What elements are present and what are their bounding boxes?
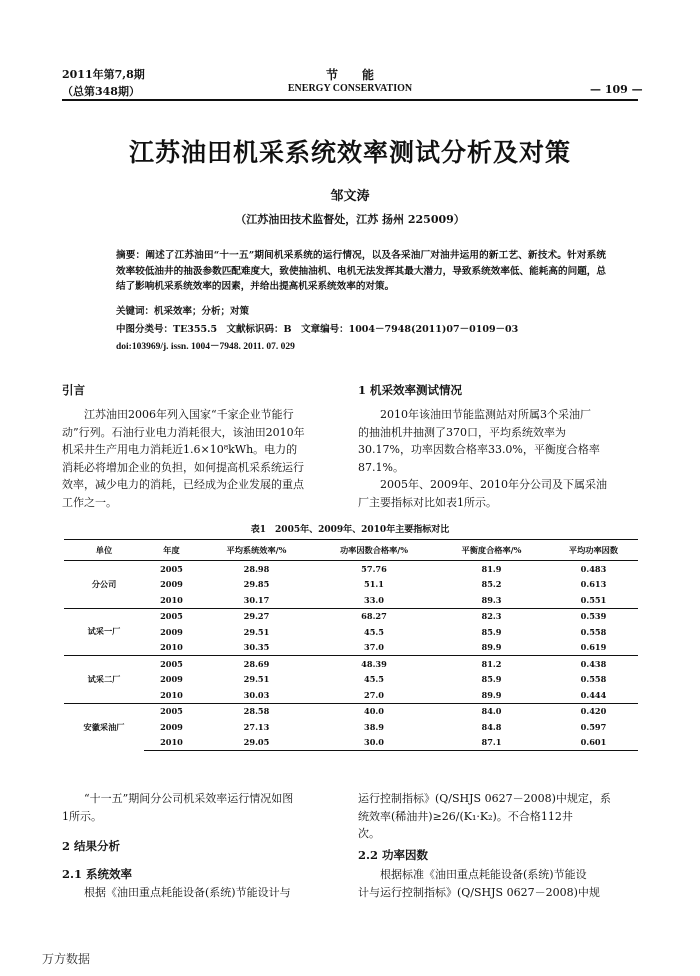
watermark-text: 万方数据 (42, 952, 91, 966)
section-2-1-heading: 2.1 系统效率 (62, 867, 133, 881)
table-cell: 2005 (144, 608, 199, 624)
header-journal-en: ENERGY CONSERVATION (287, 83, 413, 94)
table-row (64, 561, 638, 577)
table-cell: 87.1 (434, 735, 549, 751)
table-cell: 84.8 (481, 721, 502, 732)
table-cell: 85.2 (481, 579, 502, 590)
after-table-paragraph-right (358, 790, 638, 843)
table-cell: 45.5 (364, 626, 384, 637)
table-cell: 33.0 (364, 594, 384, 605)
table-cell: 89.9 (481, 642, 502, 653)
table-cell: 2005 (144, 656, 199, 672)
section-2-1-line: 根据《油田重点耗能设备(系统)节能设计与 (84, 886, 291, 899)
table-cell: 0.613 (580, 579, 607, 590)
table-cell: 29.51 (243, 626, 270, 637)
table-cell: 30.03 (243, 689, 270, 700)
intro-line: 机采井生产用电力消耗近1.6×10⁸kWh。电力的 (62, 443, 298, 456)
table-cell: 0.601 (549, 735, 638, 751)
header-total-issue: （总第348期） (62, 85, 140, 98)
table-cell: 40.0 (314, 703, 434, 719)
table-header-cell: 平均功率因数 (549, 540, 638, 561)
table-row (64, 608, 638, 624)
section-1-line: 30.17%，功率因数合格率33.0%，平衡度合格率 (358, 443, 600, 456)
table-cell: 51.1 (364, 579, 384, 590)
header-page-number: — 109 — (590, 83, 643, 96)
table-row (64, 687, 638, 703)
table-cell: 85.9 (481, 626, 502, 637)
table-cell: 2010 (160, 594, 183, 605)
table-cell: 29.27 (199, 608, 314, 624)
intro-line: 动”行列。石油行业电力消耗很大，该油田2010年 (62, 425, 305, 439)
after-table-line: 1所示。 (62, 809, 102, 823)
table-unit-cell: 试采一厂 (64, 608, 144, 656)
table-cell: 2009 (160, 721, 183, 732)
table-cell: 0.438 (549, 656, 638, 672)
article-affiliation: （江苏油田技术监督处，江苏 扬州 225009） (235, 213, 465, 226)
after-table-line: “十一五”期间分公司机采效率运行情况如图 (84, 792, 294, 805)
intro-paragraph (62, 406, 338, 511)
after-table-line: 统效率(稀油井)≥26/(K₁·K₂)。不合格112井 (358, 809, 573, 823)
table-cell: 30.17 (243, 594, 270, 605)
table-row (64, 577, 638, 593)
table-cell: 81.2 (434, 656, 549, 672)
table-cell: 0.558 (580, 674, 607, 685)
section-2-2-line: 计与运行控制指标》(Q/SHJS 0627－2008)中规 (358, 885, 600, 899)
table-cell: 30.0 (314, 735, 434, 751)
section-intro-heading: 引言 (62, 383, 85, 397)
table-cell: 85.9 (481, 674, 502, 685)
table-header-row (64, 540, 638, 561)
table-row (64, 656, 638, 672)
section-2-2-heading: 2.2 功率因数 (358, 848, 429, 862)
table-cell: 29.51 (243, 674, 270, 685)
table-cell: 2009 (160, 626, 183, 637)
table-cell: 0.483 (580, 563, 607, 574)
table-cell: 81.9 (481, 563, 502, 574)
table-cell: 0.619 (580, 642, 607, 653)
article-doi: doi:103969/j. issn. 1004－7948. 2011. 07. 029 (116, 342, 295, 352)
article-abstract: 摘要：阐述了江苏油田“十一五”期间机采系统的运行情况，以及各采油厂对油井运用的新工艺、新技术。针对系统效率较低油井的抽汲参数匹配难度大，致使抽油机、电机无法发挥其最大潜力，导致系统效率低、能耗高的问题，总结了影响机采系统效率的因素，并给出提高机采系统效率的对策。 (116, 250, 606, 292)
section-1-line: 厂主要指标对比如表1所示。 (358, 495, 497, 509)
table-cell: 0.539 (549, 608, 638, 624)
table-cell: 0.597 (580, 721, 607, 732)
table-cell: 2005 (160, 563, 183, 574)
section-1-line: 2005年、2009年、2010年分公司及下属采油 (380, 478, 607, 491)
intro-line: 江苏油田2006年列入国家“千家企业节能行 (84, 408, 294, 421)
table-unit-cell: 安徽采油厂 (64, 703, 144, 751)
table-cell: 30.35 (243, 642, 270, 653)
table-cell: 29.85 (243, 579, 270, 590)
table-row (64, 592, 638, 608)
table-row (64, 640, 638, 656)
table-cell: 89.3 (481, 594, 502, 605)
table-header-cell: 功率因数合格率/% (314, 540, 434, 561)
table-cell: 57.76 (361, 563, 387, 574)
table-header-cell: 单位 (64, 540, 144, 561)
table-unit-cell: 试采二厂 (64, 656, 144, 704)
table-row (64, 624, 638, 640)
table-cell: 28.98 (243, 563, 270, 574)
table-caption: 表1 2005年、2009年、2010年主要指标对比 (250, 525, 450, 535)
table-cell: 84.0 (434, 703, 549, 719)
article-title: 江苏油田机采系统效率测试分析及对策 (128, 138, 571, 167)
table-header-cell: 年度 (144, 540, 199, 561)
section-1-line: 2010年该油田节能监测站对所属3个采油厂 (380, 408, 591, 421)
table-cell: 28.58 (199, 703, 314, 719)
section-2-2-paragraph (358, 866, 638, 901)
header-rule (62, 99, 638, 101)
intro-line: 工作之一。 (62, 495, 117, 509)
after-table-paragraph-left (62, 790, 338, 825)
table-unit-cell: 分公司 (91, 578, 117, 589)
table-cell: 45.5 (364, 674, 384, 685)
table-cell: 0.444 (580, 689, 607, 700)
section-1-paragraph (358, 406, 638, 511)
section-2-heading: 2 结果分析 (62, 839, 121, 853)
table-cell: 2009 (160, 674, 183, 685)
after-table-line: 运行控制指标》(Q/SHJS 0627－2008)中规定，系 (358, 792, 611, 805)
article-classification: 中图分类号：TE355.5 文献标识码：B 文章编号：1004－7948(2011)07－0109－03 (116, 324, 519, 335)
table-cell: 0.551 (580, 594, 607, 605)
article-author: 邹文涛 (330, 189, 370, 204)
section-1-heading: 1 机采效率测试情况 (358, 383, 463, 397)
table-cell: 0.420 (549, 703, 638, 719)
section-1-line: 的抽油机井抽测了370口，平均系统效率为 (358, 425, 566, 439)
table-cell: 29.05 (199, 735, 314, 751)
table-cell: 2010 (160, 642, 183, 653)
intro-line: 消耗必将增加企业的负担，如何提高机采系统运行 (62, 460, 304, 474)
header-issue: 2011年第7,8期 (62, 68, 145, 81)
table-cell: 2005 (144, 703, 199, 719)
intro-line: 效率，减少电力的消耗，已经成为企业发展的重点 (62, 478, 304, 491)
section-2-2-line: 根据标准《油田重点耗能设备(系统)节能设 (380, 868, 587, 881)
table-row (64, 672, 638, 688)
table-cell: 28.69 (199, 656, 314, 672)
table-cell: 27.0 (364, 689, 384, 700)
table-row (64, 703, 638, 719)
article-keywords: 关键词：机采效率；分析；对策 (116, 306, 250, 317)
table-cell: 2010 (160, 689, 183, 700)
table-cell: 38.9 (364, 721, 384, 732)
table-cell: 2010 (144, 735, 199, 751)
table-row (64, 735, 638, 751)
table-cell: 27.13 (243, 721, 270, 732)
indicator-table (64, 539, 638, 751)
table-cell: 37.0 (364, 642, 384, 653)
header-journal-cn: 节 能 (325, 68, 374, 82)
table-cell: 0.558 (580, 626, 607, 637)
table-cell: 48.39 (314, 656, 434, 672)
table-cell: 2009 (160, 579, 183, 590)
after-table-line: 次。 (358, 827, 380, 840)
section-1-line: 87.1%。 (358, 460, 404, 474)
table-cell: 82.3 (434, 608, 549, 624)
table-header-cell: 平衡度合格率/% (434, 540, 549, 561)
table-cell: 68.27 (314, 608, 434, 624)
table-header-cell: 平均系统效率/% (199, 540, 314, 561)
table-row (64, 719, 638, 735)
table-cell: 89.9 (481, 689, 502, 700)
